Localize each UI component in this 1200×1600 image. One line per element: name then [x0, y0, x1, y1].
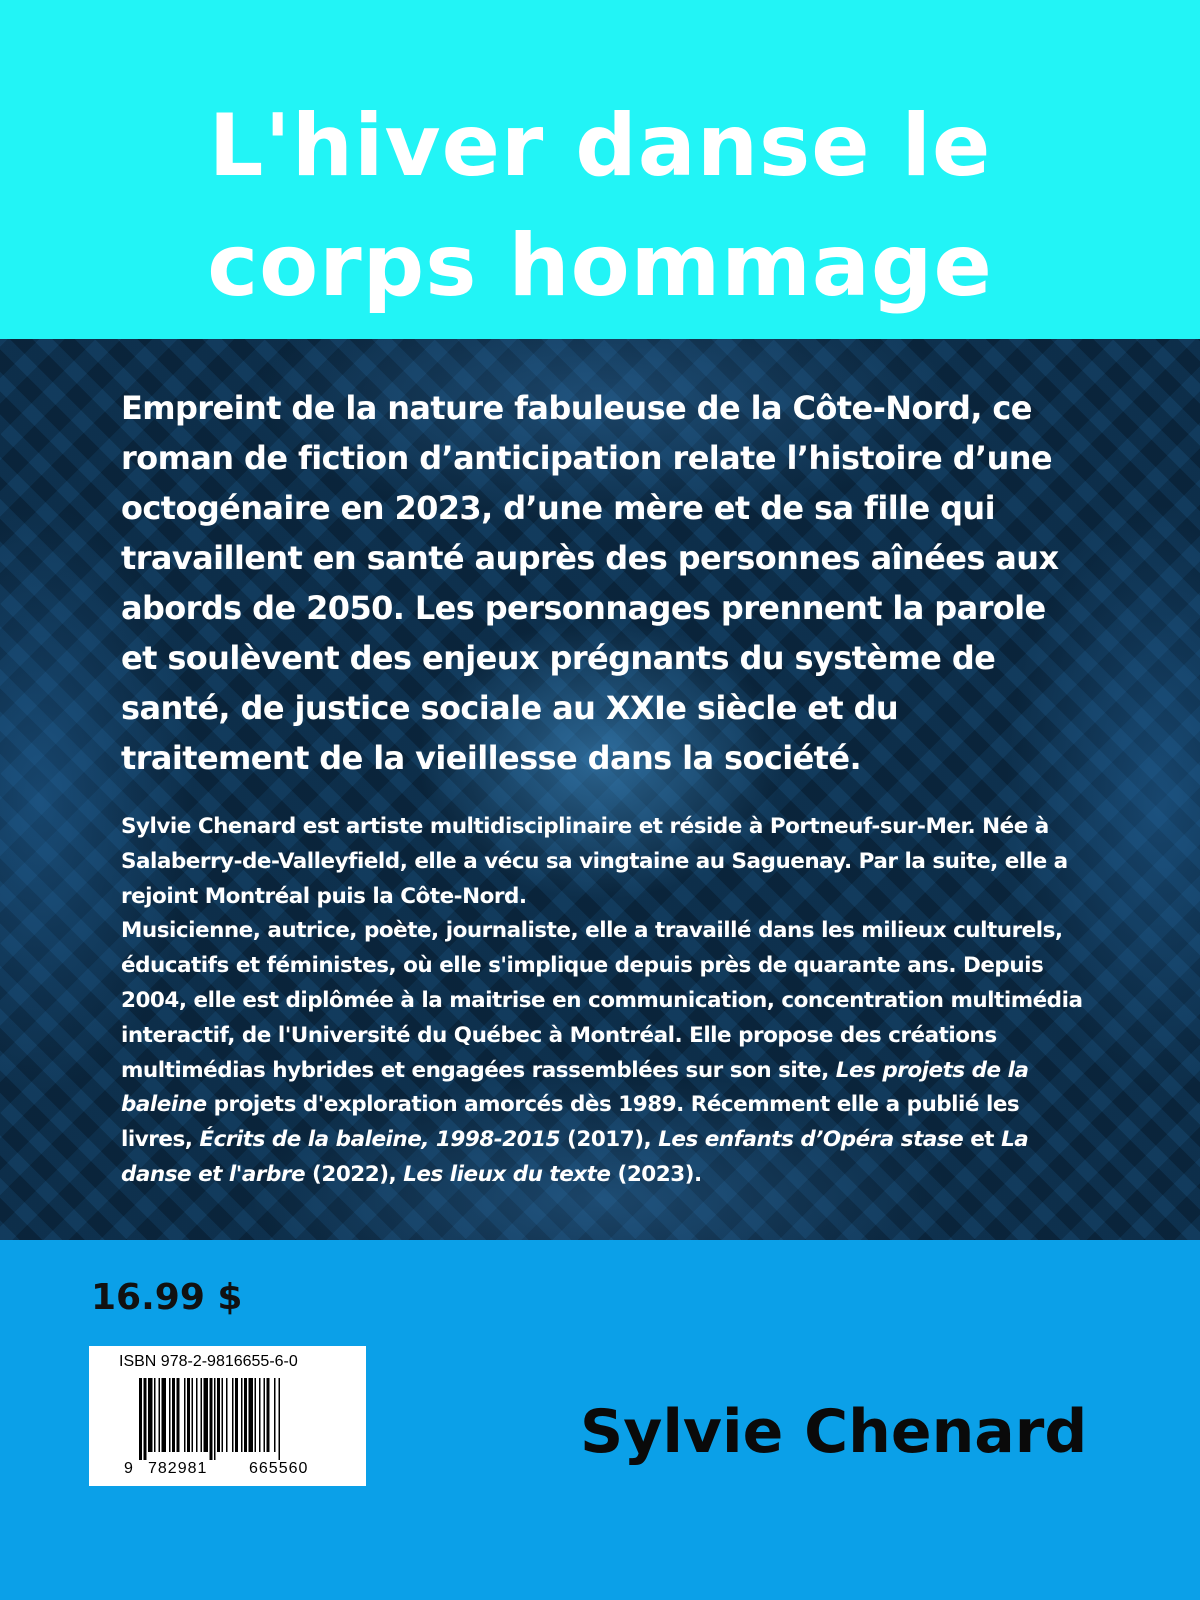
- barcode-bar: [241, 1378, 243, 1452]
- barcode-bar: [249, 1378, 254, 1452]
- bio-text: (2023).: [610, 1161, 702, 1187]
- bio-text: projets d'exploration amorcés dès 1989. Récemment elle a publié les livres,: [121, 1092, 1020, 1153]
- bio-text: (2017),: [560, 1127, 659, 1153]
- barcode-bar: [159, 1378, 161, 1452]
- barcode-bar: [210, 1378, 213, 1460]
- barcode-bar: [222, 1378, 224, 1452]
- bio-text: (2022),: [305, 1161, 404, 1187]
- isbn-barcode: [89, 1346, 366, 1486]
- barcode-bar: [217, 1378, 220, 1452]
- bio-paragraph-1: Sylvie Chenard est artiste multidisciplinaire et réside à Portneuf-sur-Mer. Née à Salaberry-de-Valleyfield, elle a vécu sa vingtaine au Saguenay. Par la suite, elle a rejoint Montréal puis la Côte-Nord.: [121, 814, 1068, 909]
- barcode-bar: [226, 1378, 228, 1452]
- barcode-bar: [144, 1378, 147, 1460]
- ean-left-digits: 782981: [148, 1460, 208, 1477]
- barcode-bar: [274, 1378, 276, 1452]
- barcode-bar: [187, 1378, 190, 1452]
- barcode-bar: [259, 1378, 261, 1452]
- barcode-bar: [267, 1378, 270, 1452]
- barcode-bar: [264, 1378, 266, 1452]
- barcode-icon: [139, 1378, 329, 1460]
- book-summary: Empreint de la nature fabuleuse de la Côte-Nord, ce roman de fiction d’anticipation relate l’histoire d’une octogénaire en 2023, d’une mère et de sa fille qui travaillent en santé auprès des personnes aînées aux abords de 2050. Les personnages prennent la parole et soulèvent des enjeux prégnants du système de santé, de justice sociale au XXIe siècle et du traitement de la vieillesse dans la société.: [121, 389, 1059, 777]
- book-title-2: Les enfants d’Opéra stase: [658, 1127, 964, 1153]
- book-title-3: La danse et l'arbre: [121, 1127, 1029, 1187]
- barcode-bar: [169, 1378, 171, 1452]
- barcode-bar: [244, 1378, 247, 1452]
- author-biography: [121, 810, 1091, 1193]
- barcode-bar: [255, 1378, 257, 1452]
- barcode-bar: [235, 1378, 238, 1452]
- price: 16.99 $: [91, 1277, 243, 1318]
- ean-right-digits: 665560: [249, 1460, 309, 1477]
- barcode-bar: [201, 1378, 203, 1452]
- book-title: [0, 86, 1200, 326]
- author-name: Sylvie Chenard: [580, 1397, 1088, 1467]
- book-title-line-2: corps hommage: [207, 216, 993, 316]
- barcode-bar: [154, 1378, 156, 1452]
- barcode-bar: [196, 1378, 198, 1452]
- barcode-bar: [214, 1378, 216, 1460]
- book-title-line-1: L'hiver danse le: [208, 96, 992, 196]
- barcode-bar: [184, 1378, 186, 1452]
- site-name: Les projets de la baleine: [121, 1057, 1029, 1118]
- bio-text: Musicienne, autrice, poète, journaliste, elle a travaillé dans les milieux culturels, éducatifs et féministes, où elle s'implique depuis près de quarante ans. Depuis 2004, elle est diplômée à la maitrise en communication, concentration multimédia interactif, de l'Université du Québec à Montréal. Elle propose des créations multimédias hybrides et engagées rassemblées sur son site,: [121, 918, 1083, 1083]
- barcode-bar: [279, 1378, 281, 1460]
- barcode-bar: [148, 1378, 153, 1452]
- barcode-bar: [172, 1378, 175, 1452]
- barcode-bar: [177, 1378, 180, 1452]
- barcode-bar: [139, 1378, 142, 1460]
- bio-text: et: [963, 1127, 1002, 1153]
- barcode-bar: [162, 1378, 167, 1452]
- barcode-bar: [192, 1378, 194, 1452]
- barcode-bar: [204, 1378, 209, 1452]
- bio-paragraph-2: [121, 914, 1091, 1192]
- ean-first-digit: 9: [124, 1460, 133, 1477]
- book-title-4: Les lieux du texte: [403, 1161, 611, 1187]
- book-title-1: Écrits de la baleine, 1998-2015: [199, 1127, 561, 1153]
- isbn-label: ISBN 978-2-9816655-6-0: [119, 1353, 298, 1370]
- barcode-bar: [232, 1378, 234, 1452]
